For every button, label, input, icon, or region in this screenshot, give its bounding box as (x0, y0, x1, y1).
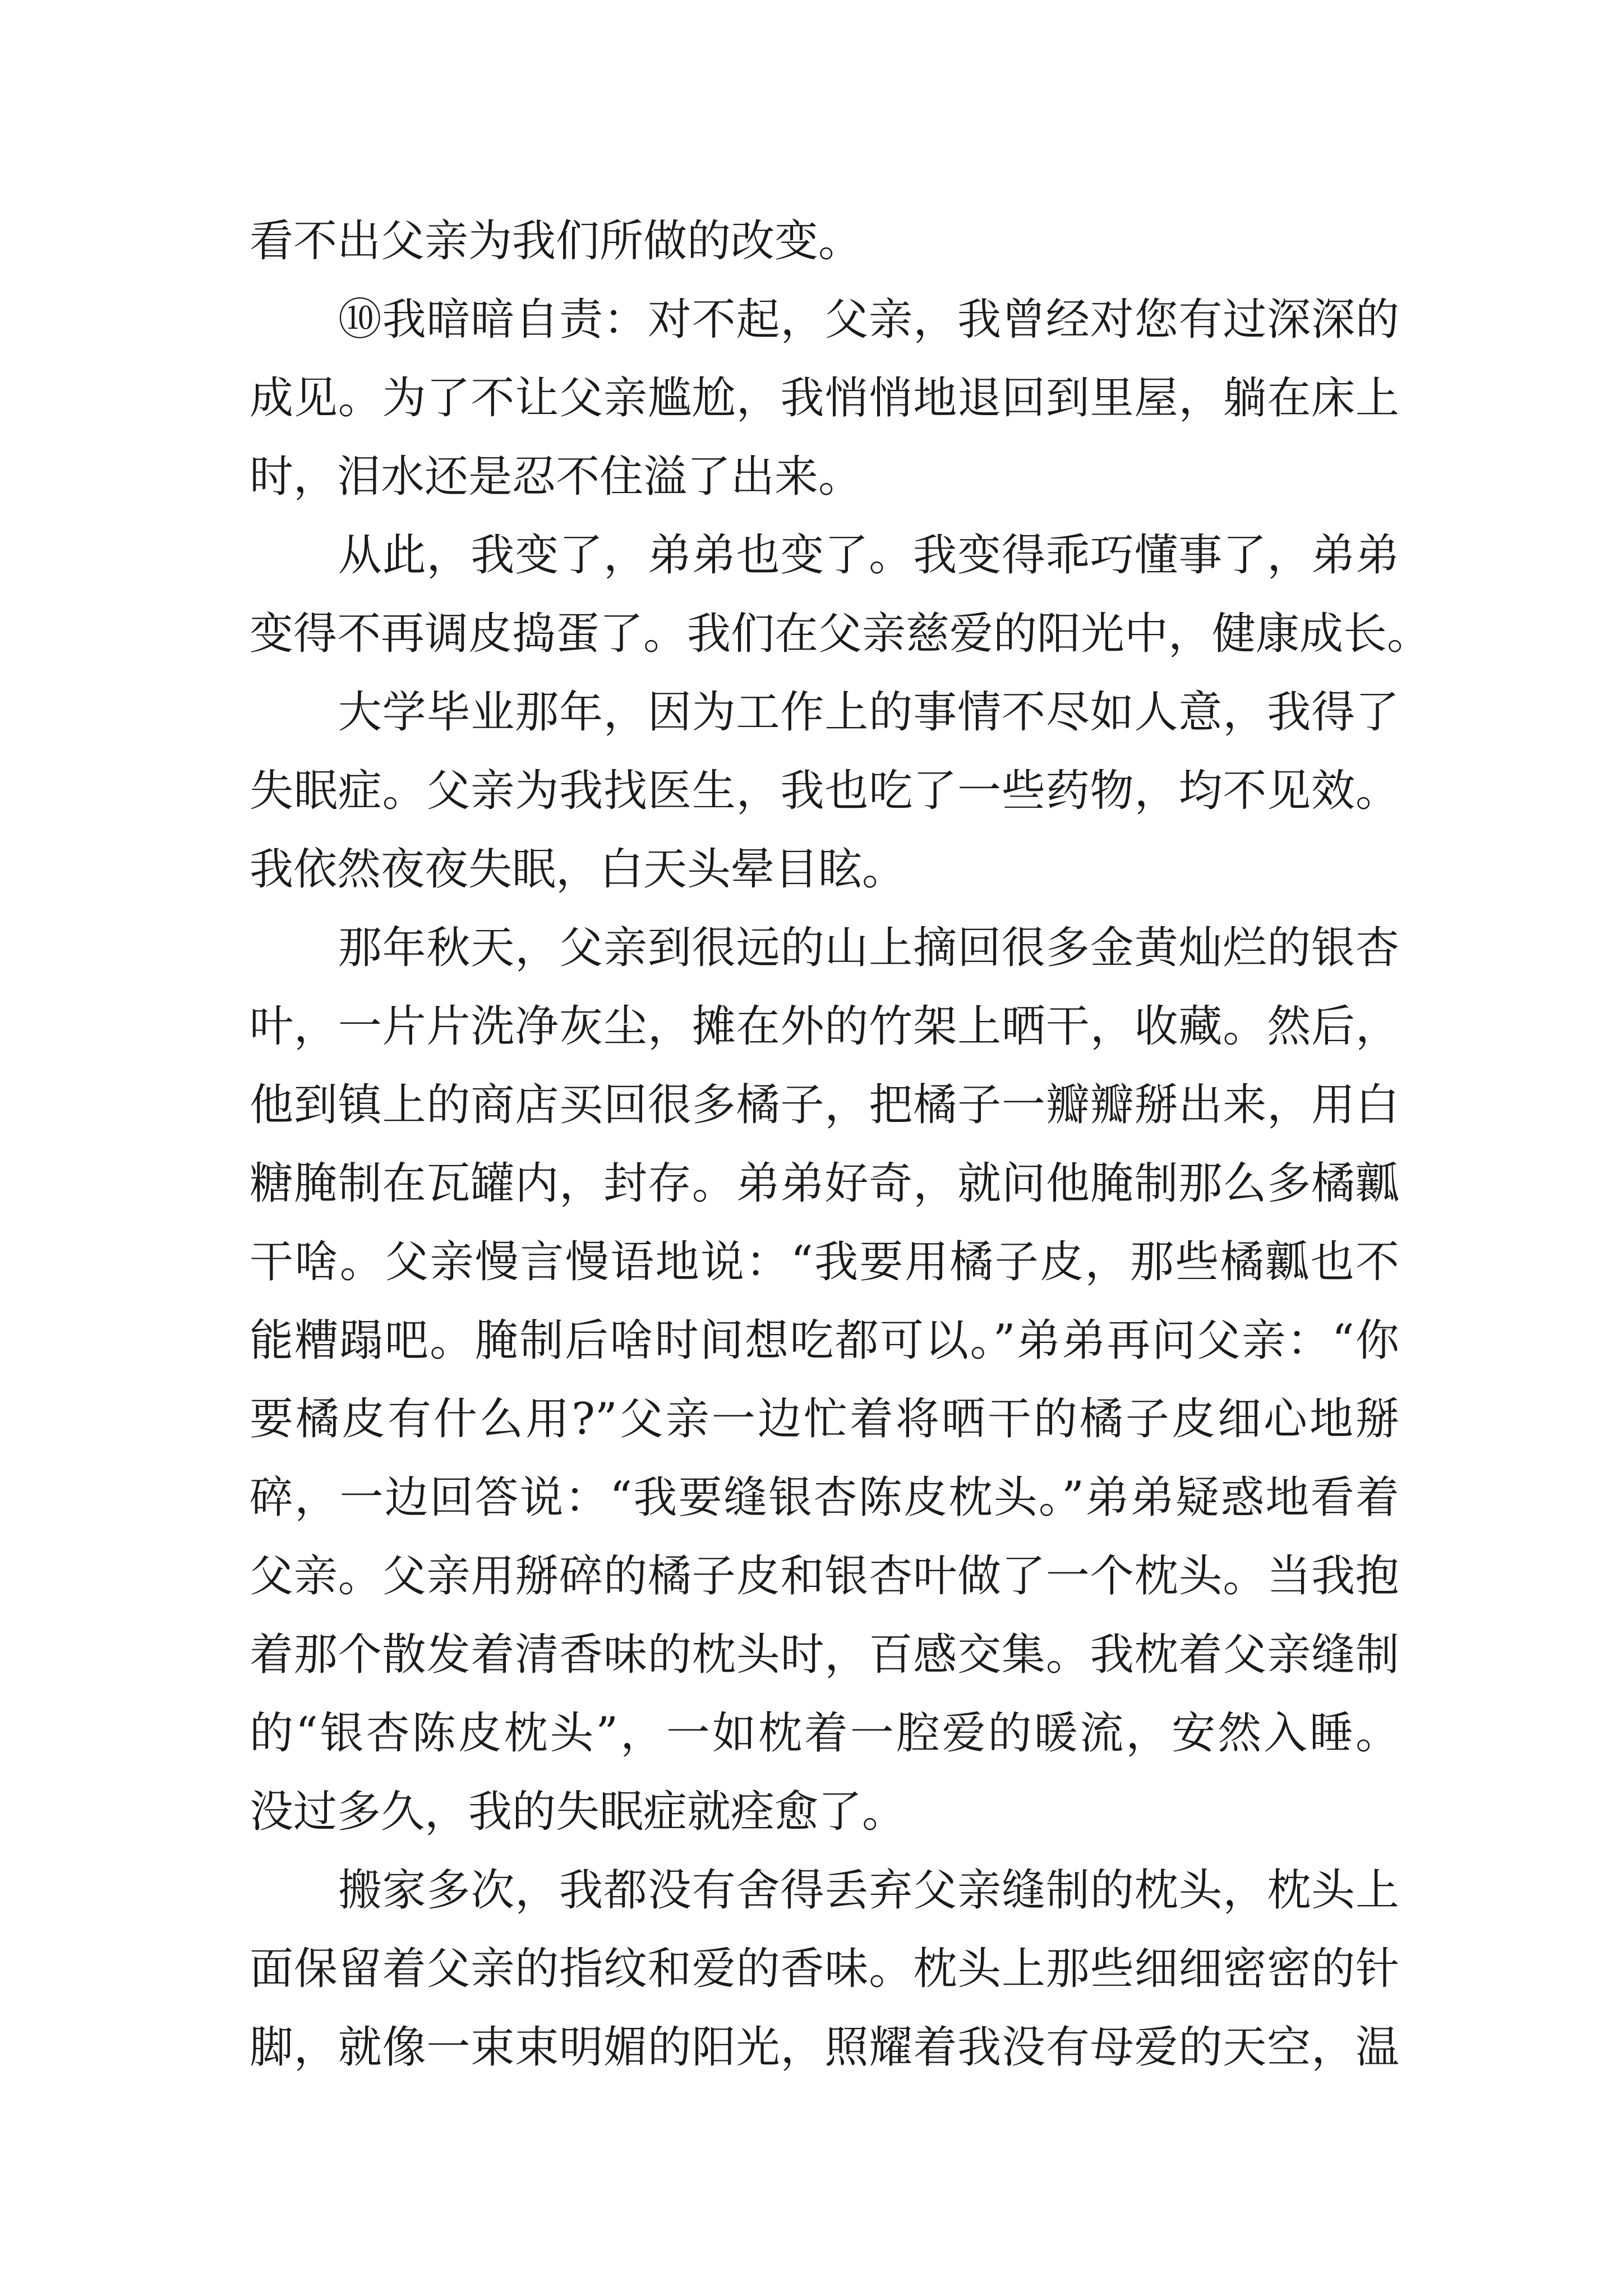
text-line: 脚，就像一束束明媚的阳光，照耀着我没有母爱的天空，温 (250, 2022, 1399, 2073)
text-line: 着那个散发着清香味的枕头时，百感交集。我枕着父亲缝制 (250, 1630, 1399, 1680)
paragraph-start-line: 大学毕业那年，因为工作上的事情不尽如人意，我得了 (250, 687, 1399, 738)
text-line: 叶，一片片洗净灰尘，摊在外的竹架上晒干，收藏。然后， (250, 1001, 1399, 1052)
text-line: 看不出父亲为我们所做的改变。 (250, 216, 863, 266)
text-line: 时，泪水还是忍不住溢了出来。 (250, 452, 863, 502)
text-line: 他到镇上的商店买回很多橘子，把橘子一瓣瓣掰出来，用白 (250, 1080, 1399, 1130)
text-line: 干啥。父亲慢言慢语地说：“我要用橘子皮，那些橘瓤也不 (250, 1237, 1399, 1287)
text-line: 没过多久，我的失眠症就痊愈了。 (250, 1787, 906, 1837)
text-line: 糖腌制在瓦罐内，封存。弟弟好奇，就问他腌制那么多橘瓤 (250, 1158, 1399, 1209)
text-line: 变得不再调皮捣蛋了。我们在父亲慈爱的阳光中，健康成长。 (250, 609, 1431, 659)
text-line: 父亲。父亲用掰碎的橘子皮和银杏叶做了一个枕头。当我抱 (250, 1551, 1399, 1602)
text-line: 我依然夜夜失眠，白天头晕目眩。 (250, 844, 906, 895)
paragraph-start-line: ⑩我暗暗自责：对不起，父亲，我曾经对您有过深深的 (250, 295, 1399, 345)
text-line: 碎，一边回答说：“我要缝银杏陈皮枕头。”弟弟疑惑地看着 (250, 1473, 1399, 1523)
text-line: 成见。为了不让父亲尴尬，我悄悄地退回到里屋，躺在床上 (250, 373, 1399, 424)
text-line: 失眠症。父亲为我找医生，我也吃了一些药物，均不见效。 (250, 766, 1399, 816)
document-page (250, 202, 1431, 2087)
text-line: 能糟蹋吧。腌制后啥时间想吃都可以。”弟弟再问父亲：“你 (250, 1315, 1399, 1366)
paragraph-start-line: 从此，我变了，弟弟也变了。我变得乖巧懂事了，弟弟 (250, 530, 1399, 581)
text-line: 的“银杏陈皮枕头”，一如枕着一腔爱的暖流，安然入睡。 (250, 1708, 1399, 1759)
paragraph-start-line: 搬家多次，我都没有舍得丢弃父亲缝制的枕头，枕头上 (250, 1865, 1399, 1916)
paragraph-start-line: 那年秋天，父亲到很远的山上摘回很多金黄灿烂的银杏 (250, 923, 1399, 973)
text-line: 要橘皮有什么用?”父亲一边忙着将晒干的橘子皮细心地掰 (250, 1394, 1399, 1444)
text-line: 面保留着父亲的指纹和爱的香味。枕头上那些细细密密的针 (250, 1944, 1399, 1994)
